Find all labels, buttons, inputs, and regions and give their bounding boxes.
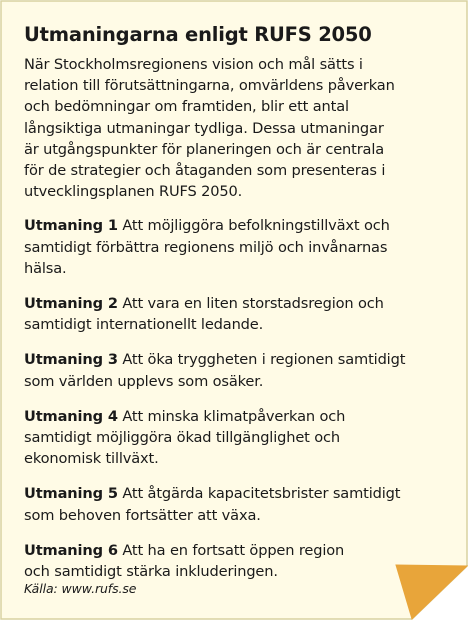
challenge-4 [24, 406, 444, 470]
challenge-text: Att ha en fortsatt öppen region [117, 541, 345, 559]
challenge-text: samtidigt internationellt ledande. [24, 316, 264, 334]
challenge-label: Utmaning 4 [24, 407, 118, 425]
challenge-label: Utmaning 3 [24, 351, 118, 369]
challenge-6 [24, 540, 444, 582]
source-credit: Källa: www.rufs.se [24, 581, 137, 596]
challenge-text: Att åtgärda kapacitetsbrister samtidigt [117, 485, 401, 503]
challenge-text: Att minska klimatpåverkan och [117, 407, 346, 425]
challenge-label: Utmaning 2 [24, 295, 118, 313]
challenge-text: Att vara en liten storstadsregion och [117, 295, 384, 313]
challenge-text: samtidigt möjliggöra ökad tillgänglighet och [24, 429, 340, 447]
challenge-text: Att öka tryggheten i regionen samtidigt [117, 351, 406, 369]
content [24, 22, 444, 596]
challenge-text: samtidigt förbättra regionens miljö och invånarnas [24, 238, 388, 256]
challenge-text: hälsa. [24, 259, 67, 277]
challenge-label: Utmaning 6 [24, 541, 118, 559]
challenge-5 [24, 483, 444, 525]
intro-line: är utgångspunkter för planeringen och är centrala [24, 140, 385, 158]
challenge-text: som behoven fortsätter att växa. [24, 506, 261, 524]
challenge-1 [24, 215, 444, 279]
intro-line: utvecklingsplanen RUFS 2050. [24, 183, 243, 201]
challenge-2 [24, 293, 444, 335]
box-title: Utmaningarna enligt RUFS 2050 [24, 23, 372, 46]
intro-paragraph [24, 54, 444, 202]
challenge-text: Att möjliggöra befolkningstillväxt och [117, 217, 390, 235]
challenge-text: ekonomisk tillväxt. [24, 450, 159, 468]
intro-line: När Stockholmsregionens vision och mål sätts i [24, 56, 363, 73]
intro-line: långsiktiga utmaningar tydliga. Dessa utmaningar [24, 119, 384, 137]
intro-line: relation till förutsättningarna, omvärldens påverkan [24, 77, 395, 95]
challenge-label: Utmaning 1 [24, 217, 118, 235]
intro-line: och bedömningar om framtiden, blir ett antal [24, 98, 349, 116]
challenge-label: Utmaning 5 [24, 485, 118, 503]
challenge-text: och samtidigt stärka inkluderingen. [24, 563, 278, 581]
challenge-3 [24, 349, 444, 391]
challenge-text: som världen upplevs som osäker. [24, 372, 264, 390]
intro-line: för de strategier och åtaganden som presenteras i [24, 162, 386, 180]
